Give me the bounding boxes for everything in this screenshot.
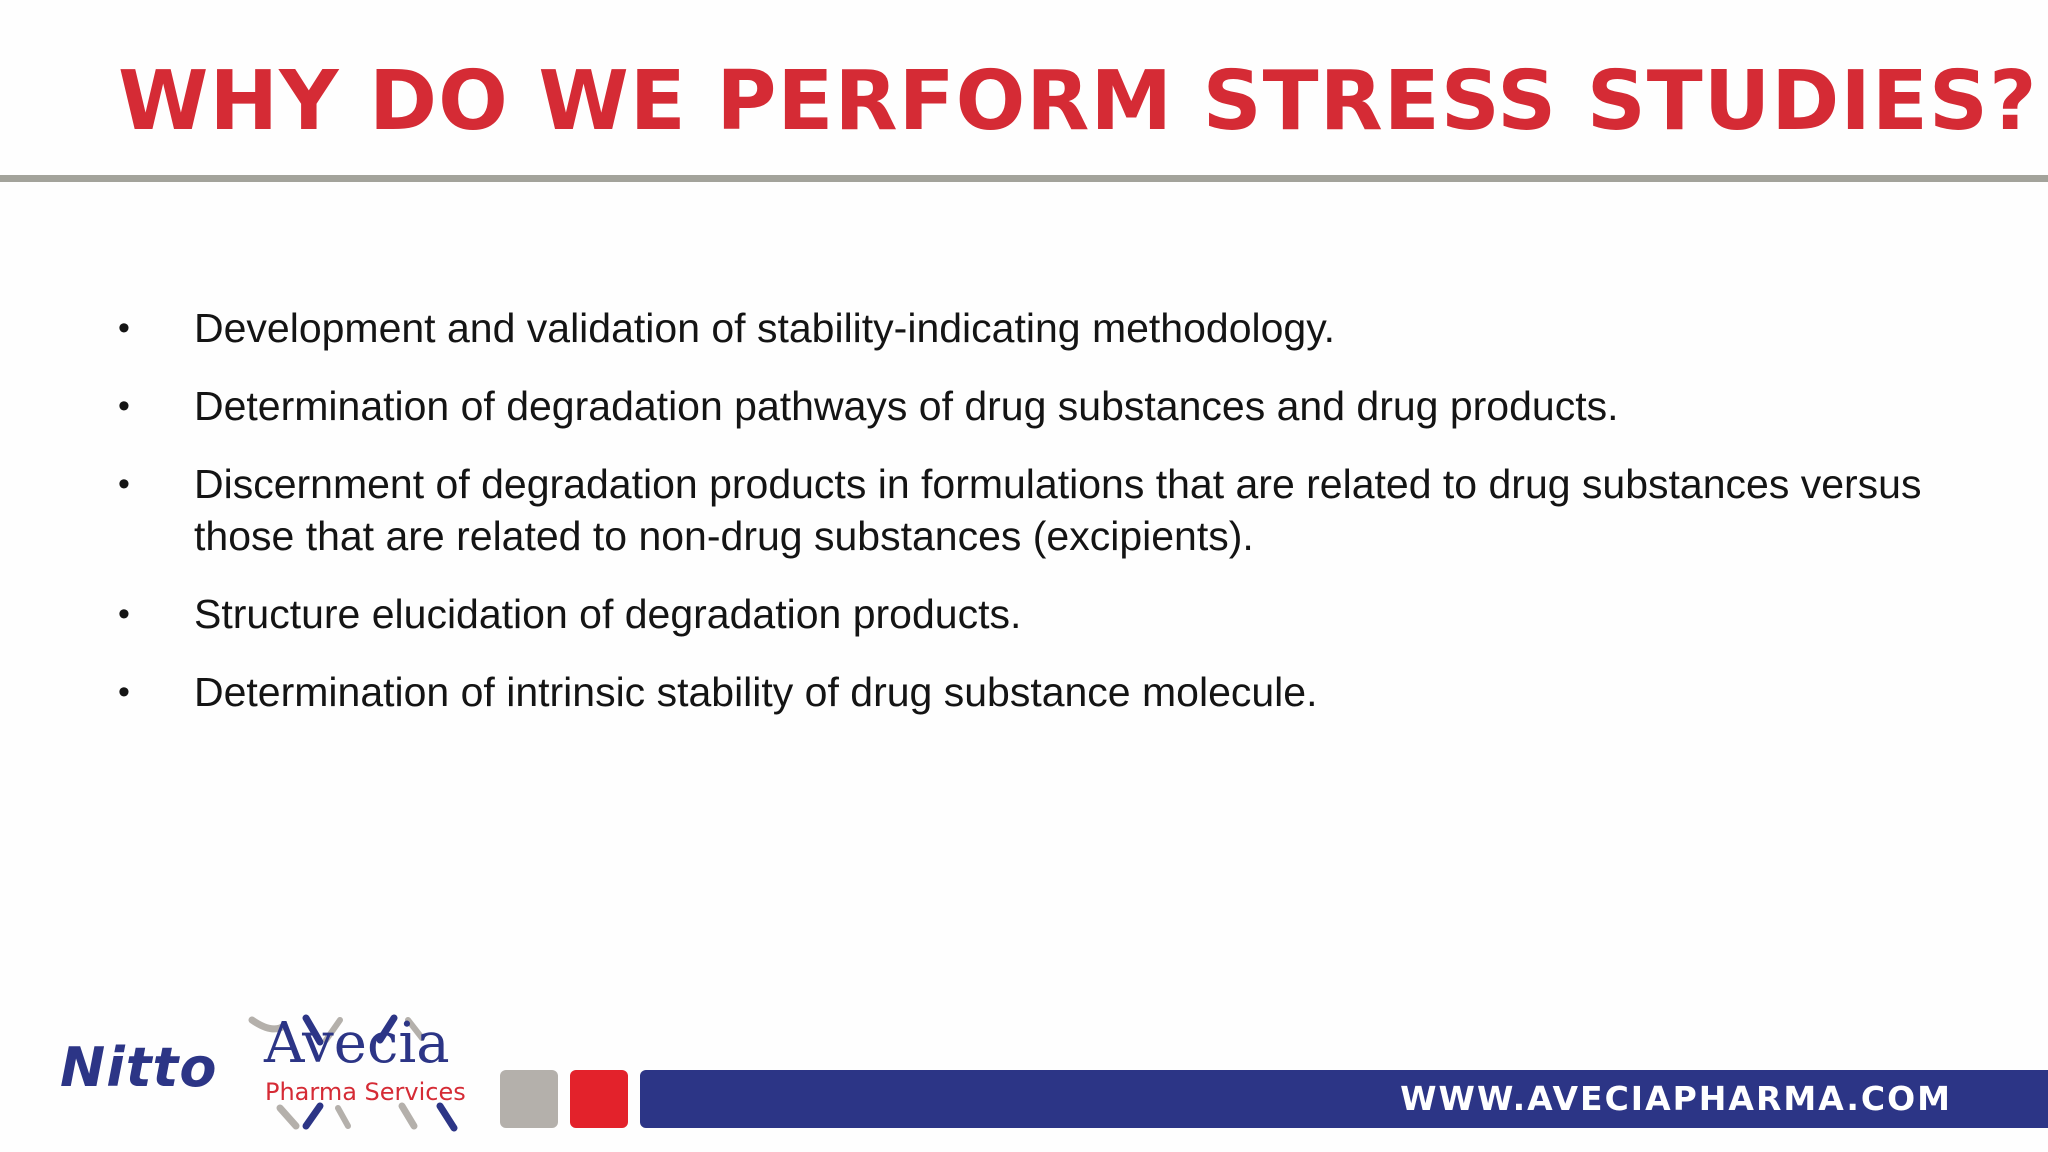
nitto-logo: Nitto: [60, 1036, 218, 1099]
bullet-item: [118, 458, 1948, 562]
avecia-logo: Avecia: [264, 1011, 450, 1076]
bullet-item: [118, 588, 1948, 640]
bullet-item: [118, 380, 1948, 432]
bullet-text: Discernment of degradation products in formulations that are related to drug substances versus those that are related to non-drug substances (excipients).: [194, 461, 1922, 559]
bullet-item: [118, 666, 1948, 718]
bullet-text: Development and validation of stability-indicating methodology.: [194, 305, 1336, 351]
title-divider: [0, 175, 2048, 182]
bullet-marker: •: [118, 309, 130, 347]
gray-square-decoration: [500, 1070, 558, 1128]
bullet-list: [118, 302, 1948, 744]
footer-url-bar: [640, 1070, 2048, 1128]
bullet-marker: •: [118, 595, 130, 633]
red-square-decoration: [570, 1070, 628, 1128]
slide-footer: [0, 1000, 2048, 1152]
bullet-marker: •: [118, 673, 130, 711]
bullet-marker: •: [118, 387, 130, 425]
website-url: WWW.AVECIAPHARMA.COM: [1400, 1079, 1952, 1118]
bullet-marker: •: [118, 465, 130, 503]
slide-title: WHY DO WE PERFORM STRESS STUDIES?: [118, 54, 2038, 149]
bullet-text: Determination of degradation pathways of drug substances and drug products.: [194, 383, 1619, 429]
bullet-text: Determination of intrinsic stability of drug substance molecule.: [194, 669, 1318, 715]
pharma-services-tagline: Pharma Services: [265, 1078, 466, 1106]
bullet-item: [118, 302, 1948, 354]
bullet-text: Structure elucidation of degradation products.: [194, 591, 1022, 637]
